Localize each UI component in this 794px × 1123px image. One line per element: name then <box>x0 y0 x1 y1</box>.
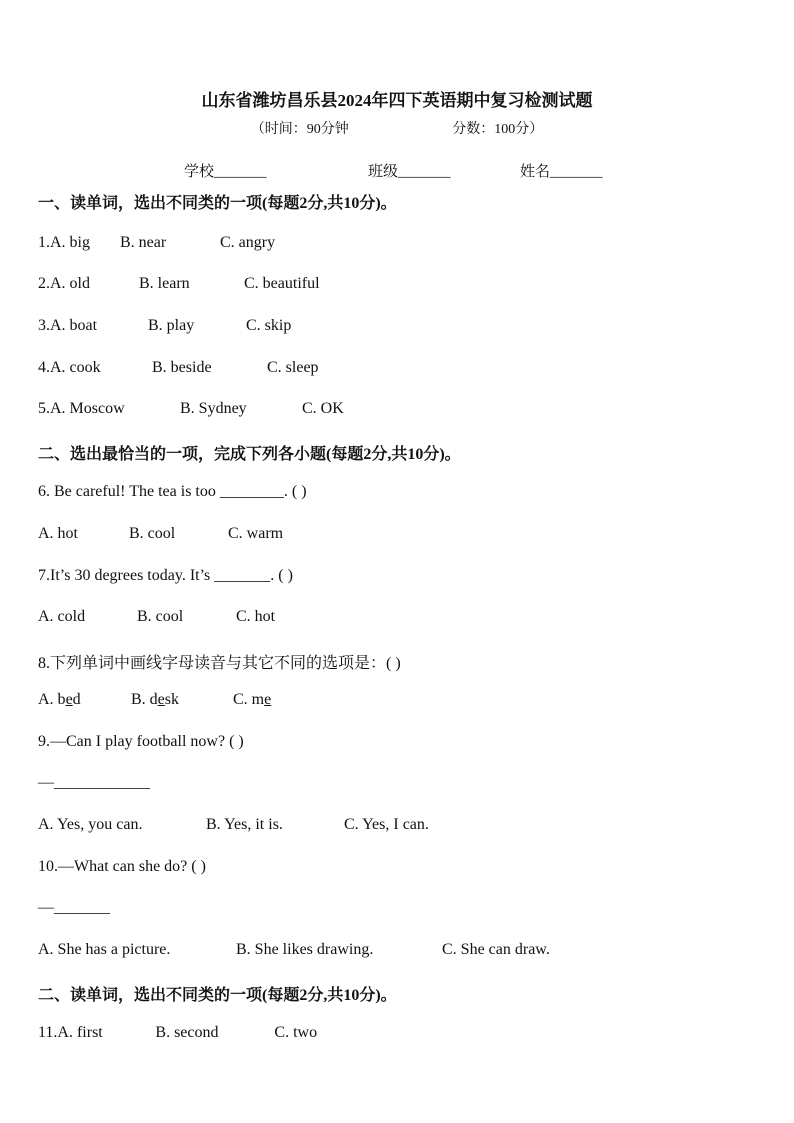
option-a: A. cook <box>50 359 101 376</box>
question-1 <box>38 234 275 252</box>
option-a: A. boat <box>50 317 98 334</box>
question-11 <box>38 1024 317 1042</box>
option-a: A. Moscow <box>50 400 125 417</box>
total-score: 分数：100分） <box>452 122 544 137</box>
option-c: C. skip <box>246 317 292 334</box>
exam-meta <box>0 118 794 138</box>
option-c: C. two <box>274 1024 318 1041</box>
question-number: 1. <box>38 234 50 251</box>
option-b: B. cool <box>129 525 176 542</box>
question-5 <box>38 400 344 418</box>
option-c: C. angry <box>220 234 276 251</box>
option-c: C. sleep <box>267 359 319 376</box>
question-7-options <box>38 608 275 626</box>
page-title: 山东省潍坊昌乐县2024年四下英语期中复习检测试题 <box>201 91 593 110</box>
underlined-letter: e <box>264 691 272 708</box>
question-number: 2. <box>38 275 50 292</box>
question-3 <box>38 317 291 335</box>
option-a: A. big <box>50 234 90 251</box>
option-b: B. second <box>155 1024 219 1041</box>
question-10-stem: 10.—What can she do? ( ) <box>38 858 206 875</box>
question-4 <box>38 359 319 377</box>
option-c: C. She can draw. <box>442 941 550 958</box>
question-6-stem: 6. Be careful! The tea is too ________. ( ) <box>38 483 307 500</box>
underlined-letter: e <box>157 691 165 708</box>
option-b: B. beside <box>152 359 212 376</box>
option-a: A. old <box>50 275 90 292</box>
question-10-options <box>38 941 550 959</box>
question-number: 3. <box>38 317 50 334</box>
option-c: C. hot <box>236 608 276 625</box>
option-b: B. play <box>148 317 195 334</box>
section-3-heading: 二、读单词，选出不同类的一项(每题2分,共10分)。 <box>38 987 397 1004</box>
question-number: 11. <box>38 1024 58 1041</box>
underlined-letter: e <box>65 691 73 708</box>
option-a: A. hot <box>38 525 78 542</box>
time-limit: （时间：90分钟 <box>250 122 349 137</box>
class-field: 班级_______ <box>368 164 451 180</box>
option-c: C. Yes, I can. <box>344 816 429 833</box>
option-b <box>131 691 233 709</box>
option-a <box>38 691 131 709</box>
section-2-heading: 二、选出最恰当的一项，完成下列各小题(每题2分,共10分)。 <box>38 446 461 463</box>
option-a: A. first <box>57 1024 103 1041</box>
question-number: 4. <box>38 359 50 376</box>
option-a: A. Yes, you can. <box>38 816 143 833</box>
option-a: A. She has a picture. <box>38 941 171 958</box>
option-b: B. Yes, it is. <box>206 816 283 833</box>
option-c <box>233 691 271 709</box>
school-field: 学校_______ <box>184 164 267 180</box>
option-b: B. Sydney <box>180 400 247 417</box>
question-8-options <box>38 691 271 709</box>
option-b: B. cool <box>137 608 184 625</box>
option-b: B. near <box>120 234 167 251</box>
option-b-text: B. d <box>131 691 158 708</box>
name-field: 姓名_______ <box>520 164 603 180</box>
question-8-stem: 8.下列单词中画线字母读音与其它不同的选项是：( ) <box>38 655 401 672</box>
question-10-answer-blank: —_______ <box>38 899 110 916</box>
option-c: C. OK <box>302 400 344 417</box>
option-c: C. warm <box>228 525 284 542</box>
question-6-options <box>38 525 283 543</box>
option-b: B. She likes drawing. <box>236 941 374 958</box>
question-2 <box>38 275 320 293</box>
option-c-text: C. m <box>233 691 265 708</box>
option-c: C. beautiful <box>244 275 320 292</box>
question-9-options <box>38 816 429 834</box>
section-1-heading: 一、读单词，选出不同类的一项(每题2分,共10分)。 <box>38 195 397 212</box>
question-number: 5. <box>38 400 50 417</box>
option-a-text: A. b <box>38 691 66 708</box>
option-b-text-end: sk <box>164 691 180 708</box>
question-9-stem: 9.—Can I play football now? ( ) <box>38 733 244 750</box>
option-a-text-end: d <box>72 691 81 708</box>
option-b: B. learn <box>139 275 190 292</box>
option-a: A. cold <box>38 608 86 625</box>
question-9-answer-blank: —____________ <box>38 774 150 791</box>
question-7-stem: 7.It’s 30 degrees today. It’s _______. ( ) <box>38 567 293 584</box>
